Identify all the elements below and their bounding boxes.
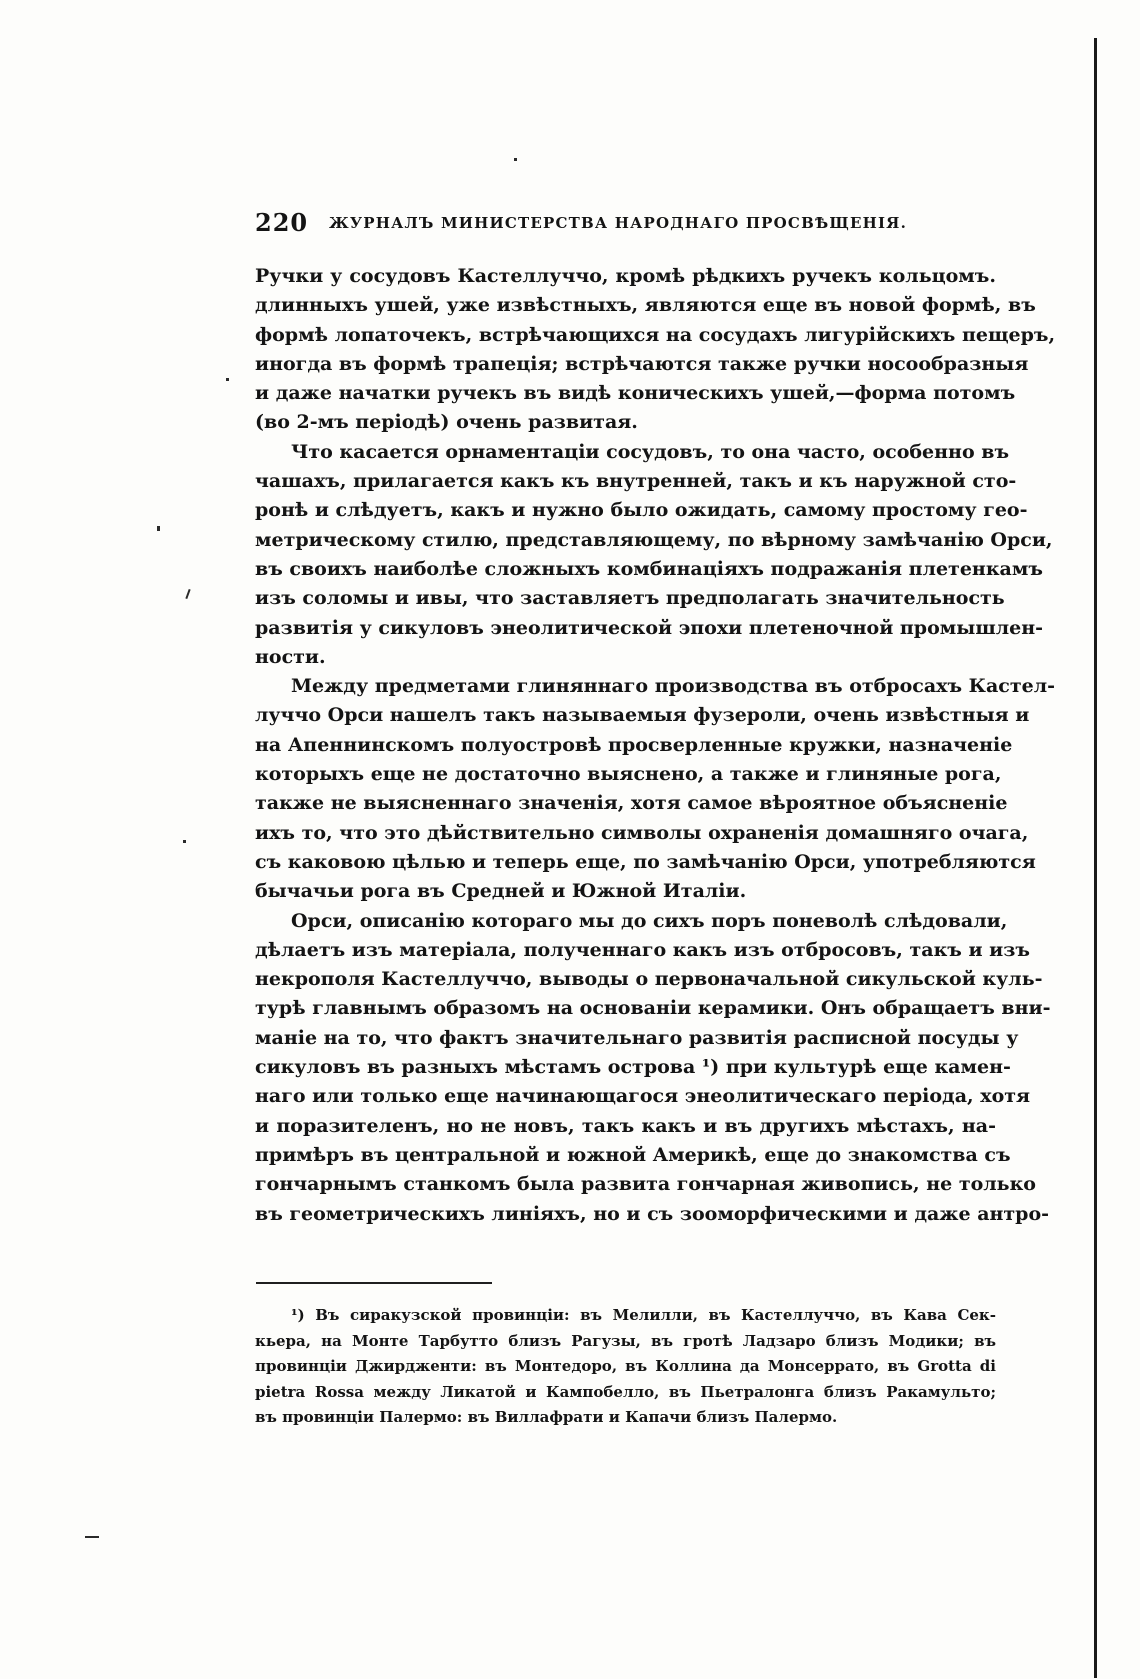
footnote-line: въ провинціи Палермо: въ Виллафрати и Капачи близъ Палермо. bbox=[255, 1408, 838, 1426]
text-line: ихъ то, что это дѣйствительно символы охраненія домашняго очага, bbox=[255, 821, 1029, 844]
text-line: развитія у сикуловъ энеолитической эпохи плетеночной промышлен- bbox=[255, 616, 1044, 639]
text-line: длинныхъ ушей, уже извѣстныхъ, являются еще въ новой формѣ, въ bbox=[255, 294, 1036, 317]
paragraph-start-line: Что касается орнаментаціи сосудовъ, то она часто, особенно въ bbox=[291, 440, 1010, 463]
scan-speck bbox=[514, 158, 517, 161]
footnote bbox=[255, 1303, 996, 1431]
text-line: съ каковою цѣлью и теперь еще, по замѣчанію Орси, употребляются bbox=[255, 850, 1036, 873]
text-line: маніе на то, что фактъ значительнаго развитія расписной посуды у bbox=[255, 1026, 1019, 1049]
text-line: наго или только еще начинающагося энеолитическаго періода, хотя bbox=[255, 1085, 1031, 1108]
text-line: бычачьи рога въ Средней и Южной Италіи. bbox=[255, 880, 747, 903]
scan-speck bbox=[157, 526, 160, 531]
footnote-line: pietra Rossa между Ликатой и Кампобелло, въ Пьетралонга близъ Ракамульто; bbox=[255, 1382, 996, 1401]
text-line: (во 2-мъ періодѣ) очень развитая. bbox=[255, 411, 638, 434]
text-line: которыхъ еще не достаточно выяснено, а также и глиняные рога, bbox=[255, 763, 1002, 786]
text-line: изъ соломы и ивы, что заставляетъ предполагать значительность bbox=[255, 587, 1005, 610]
text-line: некрополя Кастеллуччо, выводы о первоначальной сикульской куль- bbox=[255, 968, 1043, 991]
text-line: чашахъ, прилагается какъ къ внутренней, такъ и къ наружной сто- bbox=[255, 470, 1017, 493]
text-line: метрическому стилю, представляющему, по вѣрному замѣчанію Орси, bbox=[255, 528, 1053, 551]
text-line: иногда въ формѣ трапеція; встрѣчаются также ручки носообразныя bbox=[255, 352, 1029, 375]
binding-edge-line bbox=[1094, 38, 1097, 1678]
page-number: 220 bbox=[255, 208, 309, 237]
text-line: дѣлаетъ изъ матеріала, полученнаго какъ изъ отбросовъ, такъ и изъ bbox=[255, 938, 1030, 961]
text-line: въ своихъ наиболѣе сложныхъ комбинаціяхъ подражанія плетенкамъ bbox=[255, 557, 1043, 580]
body-text bbox=[255, 262, 1056, 1229]
paragraph-start-line: Орси, описанію котораго мы до сихъ поръ поневолѣ слѣдовали, bbox=[291, 909, 1008, 932]
text-line: Ручки у сосудовъ Кастеллуччо, кромѣ рѣдкихъ ручекъ кольцомъ. bbox=[255, 265, 996, 287]
footnote-line: кьера, на Монте Тарбутто близъ Рагузы, въ гротѣ Ладзаро близъ Модики; въ bbox=[255, 1331, 996, 1350]
page-header bbox=[255, 208, 915, 242]
scan-speck bbox=[226, 378, 229, 381]
text-line: и поразителенъ, но не новъ, такъ какъ и въ другихъ мѣстахъ, на- bbox=[255, 1114, 996, 1137]
footnote-line: ¹) Въ сиракузской провинціи: въ Мелилли, въ Кастеллуччо, въ Кава Сек- bbox=[291, 1306, 996, 1324]
text-line: въ геометрическихъ линіяхъ, но и съ зооморфическими и даже антро- bbox=[255, 1202, 1050, 1225]
text-line: ронѣ и слѣдуетъ, какъ и нужно было ожидать, самому простому гео- bbox=[255, 499, 1028, 522]
text-line: также не выясненнаго значенія, хотя самое вѣроятное объясненіе bbox=[255, 792, 1008, 815]
paragraph-start-line: Между предметами глиняннаго производства въ отбросахъ Кастел- bbox=[291, 675, 1055, 698]
scan-speck bbox=[85, 1536, 99, 1538]
text-line: ности. bbox=[255, 645, 326, 668]
text-line: на Апеннинскомъ полуостровѣ просверленные кружки, назначеніе bbox=[255, 733, 1013, 756]
text-line: и даже начатки ручекъ въ видѣ коническихъ ушей,—форма потомъ bbox=[255, 382, 1016, 405]
text-line: турѣ главнымъ образомъ на основаніи керамики. Онъ обращаетъ вни- bbox=[255, 997, 1051, 1020]
text-line: примѣръ въ центральной и южной Америкѣ, еще до знакомства съ bbox=[255, 1143, 1011, 1166]
text-line: сикуловъ въ разныхъ мѣстамъ острова ¹) при культурѣ еще камен- bbox=[255, 1056, 1011, 1079]
text-line: формѣ лопаточекъ, встрѣчающихся на сосудахъ лигурійскихъ пещеръ, bbox=[255, 323, 1056, 346]
text-line: луччо Орси нашелъ такъ называемыя фузероли, очень извѣстныя и bbox=[255, 704, 1030, 727]
running-head: ЖУРНАЛЪ МИНИСТЕРСТВА НАРОДНАГО ПРОСВѢЩЕНІЯ. bbox=[329, 214, 908, 232]
scan-speck bbox=[183, 840, 186, 843]
scan-speck bbox=[185, 589, 190, 599]
footnote-divider bbox=[256, 1282, 492, 1284]
footnote-line: провинціи Джирдженти: въ Монтедоро, въ Коллина да Монсеррато, въ Grotta di bbox=[255, 1357, 996, 1375]
text-line: гончарнымъ станкомъ была развита гончарная живопись, не только bbox=[255, 1173, 1036, 1196]
